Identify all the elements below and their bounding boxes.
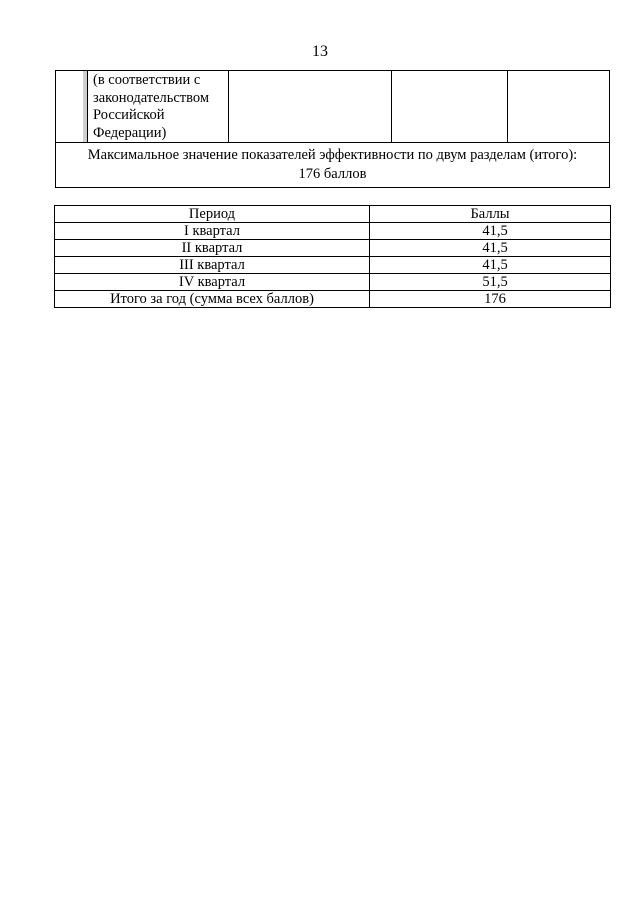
summary-total: 176 баллов <box>298 166 367 182</box>
points-cell: 41,5 <box>370 223 611 240</box>
period-cell: IV квартал <box>55 274 370 291</box>
continuation-line: законодательством <box>93 89 210 106</box>
table-total-row <box>55 291 611 308</box>
period-cell: Итого за год (сумма всех баллов) <box>55 291 370 308</box>
max-score-summary <box>56 146 609 184</box>
score-table <box>54 205 611 308</box>
continuation-line: Федерации) <box>93 124 167 141</box>
column-divider <box>507 71 508 142</box>
summary-line: Максимальное значение показателей эффективности по двум разделам (итого): <box>87 147 578 163</box>
column-divider <box>391 71 392 142</box>
continuation-row <box>56 71 609 143</box>
continuation-cell-text <box>93 72 283 142</box>
points-cell: 41,5 <box>370 240 611 257</box>
period-cell: III квартал <box>55 257 370 274</box>
page-number: 13 <box>312 43 328 60</box>
table-row <box>55 274 611 291</box>
period-header: Период <box>55 206 370 223</box>
points-cell: 51,5 <box>370 274 611 291</box>
table-row <box>55 240 611 257</box>
points-cell: 41,5 <box>370 257 611 274</box>
period-cell: II квартал <box>55 240 370 257</box>
table-header-row <box>55 206 611 223</box>
points-cell: 176 <box>370 291 611 308</box>
points-header: Баллы <box>370 206 611 223</box>
column-divider <box>87 71 88 142</box>
criteria-table-continuation <box>55 70 610 188</box>
continuation-line: Российской <box>93 107 165 123</box>
period-cell: I квартал <box>55 223 370 240</box>
table-row <box>55 223 611 240</box>
continuation-line: (в соответствии с <box>93 72 201 88</box>
table-row <box>55 257 611 274</box>
